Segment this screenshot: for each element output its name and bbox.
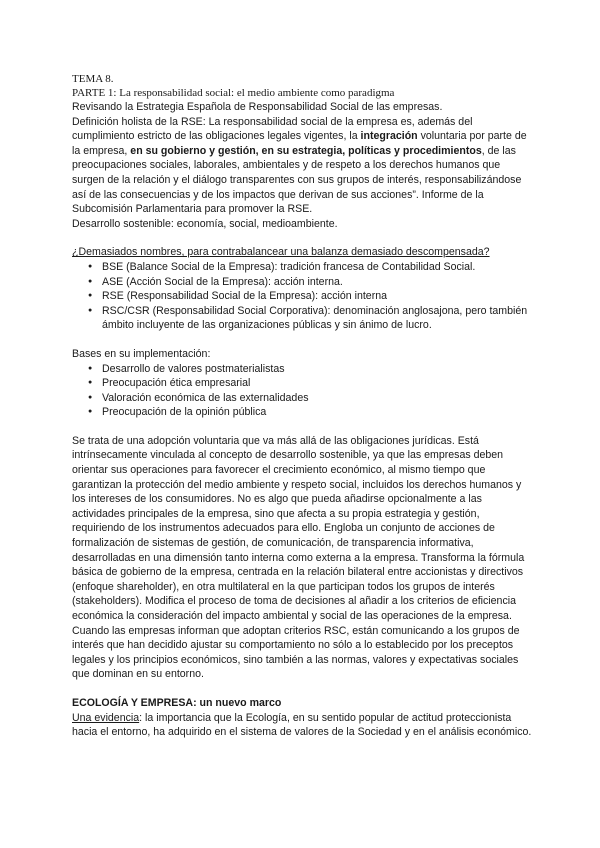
bases-title: Bases en su implementación: bbox=[72, 347, 211, 360]
subtitle: Revisando la Estrategia Española de Responsabilidad Social de las empresas. bbox=[72, 101, 443, 113]
tema-heading: TEMA 8. bbox=[72, 73, 114, 85]
names-question: ¿Demasiados nombres, para contrabalancear una balanza demasiado descompensada? bbox=[72, 246, 490, 259]
names-list bbox=[72, 260, 532, 333]
bases-list bbox=[72, 362, 532, 420]
body-paragraph: Se trata de una adopción voluntaria que va más allá de las obligaciones jurídicas. Está intrínsecamente vinculada al concepto de desarrollo sostenible, ya que las empresas deben orientar sus operaciones para favorecer el crecimiento económico, al mismo tiempo que garantizan la protección del medio ambiente y respeto social, incluidos los derechos humanos y los intereses de los consumidores. No es algo que pueda añadirse opcionalmente a las actividades principales de la empresa, sino que afecta a su propia estrategia y gestión, requiriendo de los instrumentos adecuados para ello. Engloba un conjunto de acciones de formalización de sistemas de gestión, de comunicación, de transparencia informativa, desarrolladas en una dimensión tanto interna como externa a la empresa. Transforma la fórmula básica de gobierno de la empresa, centrada en la relación bilateral entre accionistas y directivos (enfoque shareholder), en otra multilateral en la que participan todos los grupos de interés (stakeholders). Modifica el proceso de toma de decisiones al añadir a los criterios de eficiencia económica la consideración del impacto ambiental y social de las operaciones de la empresa. Cuando las empresas informan que adoptan criterios RSC, están comunicando a los grupos de interés que han decidido ajustar su comportamiento no sólo a lo establecido por los preceptos legales y los principios económicos, sino también a las normas, valores y expectativas sociales que dominan en su entorno. bbox=[72, 434, 525, 681]
sustainable-development: Desarrollo sostenible: economía, social, medioambiente. bbox=[72, 217, 338, 230]
list-item: ● RSC/CSR (Responsabilidad Social Corporativa): denominación anglosajona, pero también ámbito incluyente de las organizaciones públicas y sin ánimo de lucro. bbox=[102, 304, 532, 333]
list-item: ● Preocupación de la opinión pública bbox=[102, 405, 532, 420]
list-item: ● Desarrollo de valores postmaterialistas bbox=[102, 362, 532, 377]
list-item: ● Valoración económica de las externalidades bbox=[102, 391, 532, 406]
ecology-evidence: Una evidencia: la importancia que la Ecología, en su sentido popular de actitud proteccionista hacia el entorno, ha adquirido en el sistema de valores de la Sociedad y en el análisis económico. bbox=[72, 711, 532, 739]
document-page bbox=[72, 72, 532, 740]
list-item: ● BSE (Balance Social de la Empresa): tradición francesa de Contabilidad Social. bbox=[102, 260, 532, 275]
parte-heading: PARTE 1: La responsabilidad social: el medio ambiente como paradigma bbox=[72, 87, 395, 99]
ecology-title: ECOLOGÍA Y EMPRESA: un nuevo marco bbox=[72, 696, 282, 709]
list-item: ● ASE (Acción Social de la Empresa): acción interna. bbox=[102, 275, 532, 290]
list-item: ● Preocupación ética empresarial bbox=[102, 376, 532, 391]
rse-definition: Definición holista de la RSE: La responsabilidad social de la empresa es, además del cumplimiento estricto de las obligaciones legales vigentes, la integración voluntaria por parte de la empresa, en su gobierno y gestión, en su estrategia, políticas y procedimientos, de las preocupaciones sociales, laborales, ambientales y de respeto a los derechos humanos que surgen de la relación y el diálogo transparentes con sus grupos de interés, responsabilizándose así de las consecuencias y de los impactos que derivan de sus acciones”. Informe de la Subcomisión Parlamentaria para promover la RSE. bbox=[72, 115, 527, 216]
list-item: ● RSE (Responsabilidad Social de la Empresa): acción interna bbox=[102, 289, 532, 304]
